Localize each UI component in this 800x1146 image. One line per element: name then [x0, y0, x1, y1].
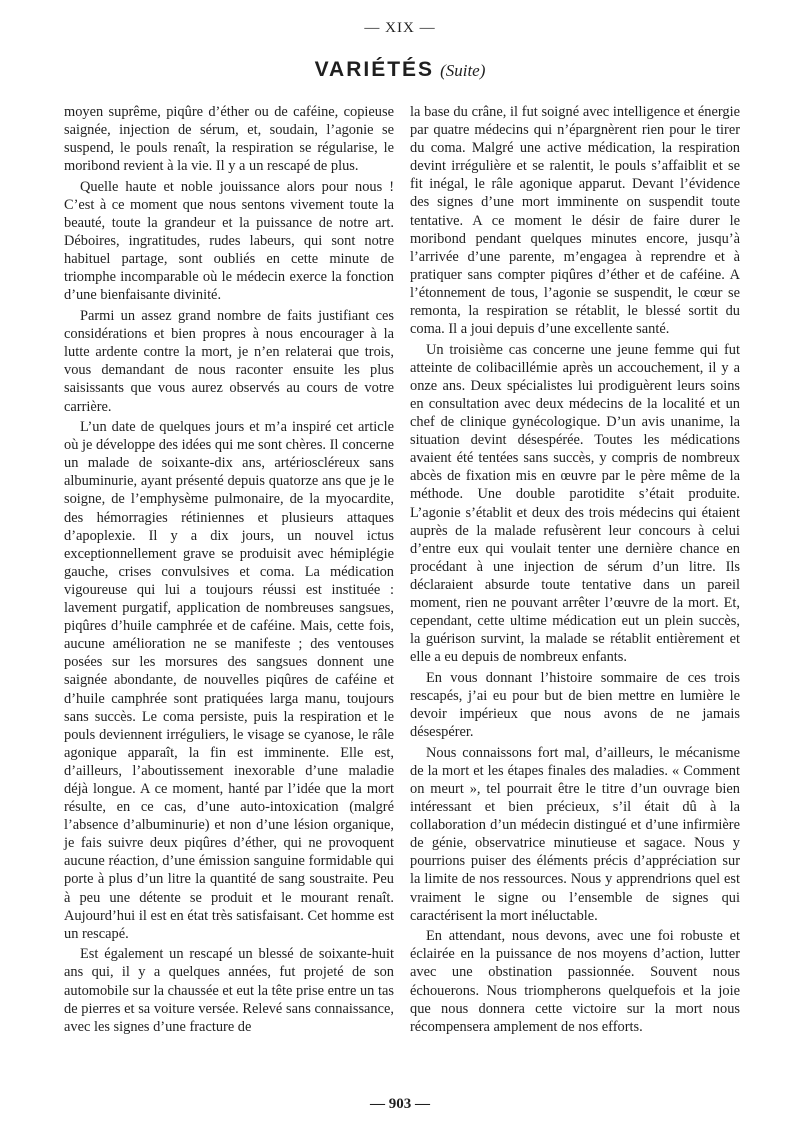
paragraph: Quelle haute et noble jouissance alors pour nous ! C’est à ce moment que nous sentons vivement toute la beauté, toute la grandeur et la puissance de notre art. Déboires, ingratitudes, rudes labeurs, qui sont notre habituel partage, sont oubliés en cette minute de triomphe incomparable où le médecin exerce la fonction d’une bienfaisante divinité.: [64, 178, 394, 304]
section-title: [0, 58, 800, 82]
section-title-suite: (Suite): [440, 61, 486, 80]
roman-page-number: — XIX —: [364, 20, 436, 36]
paragraph: L’un date de quelques jours et m’a inspiré cet article où je développe des idées qui me sont chères. Il concerne un malade de soixante-dix ans, artérioscléreux sans albuminurie, ayant présenté depuis quatorze ans que je le soigne, de l’emphysème pulmonaire, de la myocardite, des hémorragies rétiniennes et plusieurs attaques d’apoplexie. Il y a dix jours, un nouvel ictus exceptionnellement grave se produisit avec hémiplégie gauche, crises convulsives et coma. La médication vigoureuse qui lui a toujours réussi est instituée : lavement purgatif, application de nombreuses sangsues, piqûres d’huile camphrée et de caféine. Mais, cette fois, aucune amélioration ne se manifeste ; des ventouses posées sur les morsures des sangsues donnent une saignée abondante, de nouvelles piqûres de caféine et d’huile camphrée sont pratiquées larga manu, toujours sans succès. Le coma persiste, puis la respiration et le pouls deviennent irréguliers, le visage se cyanose, le râle agonique apparaît, la fin est imminente. Elle est, d’ailleurs, l’aboutissement inexorable d’une maladie déjà longue. A ce moment, hanté par l’idée que la mort résulte, en ce cas, d’une auto-intoxication (malgré l’absence d’albuminurie) et non d’une lésion organique, je fais suivre deux piqûres d’éther, qui ne provoquent aucune réaction, d’une émission sanguine formidable qui porte à plus d’un litre la quantité de sang soustraite. Peu à peu une détente se produit et le mourant renaît. Aujourd’hui il est en état très satisfaisant. Cet homme est un rescapé.: [64, 419, 394, 942]
paragraph: Est également un rescapé un blessé de soixante-huit ans qui, il y a quelques années, fut projeté de son automobile sur la chaussée et eut la tête prise entre un tas de pierres et sa voiture versée. Relevé sans connaissance, avec les signes d’une fracture de: [64, 946, 394, 1035]
section-title-main: VARIÉTÉS: [314, 58, 435, 81]
page-number: — 903 —: [370, 1096, 430, 1112]
paragraph: En vous donnant l’histoire sommaire de ces trois rescapés, j’ai eu pour but de bien mettre en lumière le devoir impérieux que nous avons de ne jamais désespérer.: [410, 669, 740, 741]
paragraph: Parmi un assez grand nombre de faits justifiant ces considérations et bien propres à nous encourager à la lutte ardente contre la mort, je n’en relaterai que trois, vous demandant de nous raconter ensuite les plus saisissants que vous aurez observés au cours de votre carrière.: [64, 308, 394, 415]
left-column: [64, 103, 394, 1036]
paragraph: Un troisième cas concerne une jeune femme qui fut atteinte de colibacillémie après un accouchement, il y a onze ans. Deux spécialistes lui prodiguèrent leurs soins en consultation avec deux médecins de la localité et un chef de clinique gynécologique. D’un avis unanime, la situation devint désespérée. Toutes les médications avaient été tentées sans succès, y compris de nombreux abcès de fixation mis en œuvre par le père même de la méthode. Une double parotidite s’était produite. L’agonie s’établit et deux des trois médecins qui étaient auprès de la malade refusèrent leur concours à celui d’entre eux qui voulait tenter une dernière chance en procédant à une injection de sérum d’un litre. Ils déclaraient absurde toute tentative dans un pareil moment, rien ne pouvant arrêter l’œuvre de la mort. Et, cependant, cette ultime médication eut un plein succès, la guérison survint, la malade se rétablit entièrement et elle a eu depuis de nombreux enfants.: [410, 341, 740, 666]
paragraph: Nous connaissons fort mal, d’ailleurs, le mécanisme de la mort et les étapes finales des maladies. « Comment on meurt », tel pourrait être le titre d’un ouvrage bien intéressant et bien précieux, s’il était dû à la collaboration d’un médecin distingué et d’une infirmière de génie, observatrice minutieuse et sagace. Nous y pourrions puiser des éléments précis d’appréciation sur la limite de nos ressources. Nous y apprendrions quel est vraiment le signe ou l’ensemble de signes qui caractérisent la mort inéluctable.: [410, 744, 740, 924]
paragraph: la base du crâne, il fut soigné avec intelligence et énergie par quatre médecins qui n’épargnèrent rien pour le tirer du coma. Malgré une active médication, la respiration devint irrégulière et se ralentit, le pouls s’affaiblit et se fit inégal, le râle agonique apparut. Devant l’évidence des signes d’une mort imminente on suspendit toute tentative. A ce moment le désir de faire durer le moribond pendant quelques minutes encore, jusqu’à l’arrivée d’une parente, m’engagea à reprendre et à pratiquer sans compter piqûres d’éther et de caféine. A l’étonnement de tous, l’agonie se suspendit, le cœur se remonta, la respiration se rétablit, le blessé sortit du coma. Il a joui depuis d’une excellente santé.: [410, 104, 740, 338]
paragraph: moyen suprême, piqûre d’éther ou de caféine, copieuse saignée, injection de sérum, et, soudain, l’agonie se suspend, le pouls renaît, la respiration se régularise, le moribond revient à la vie. Il y a un rescapé de plus.: [64, 104, 394, 175]
right-column: [410, 103, 740, 1036]
paragraph: En attendant, nous devons, avec une foi robuste et éclairée en la puissance de nos moyens d’action, lutter avec une obstination passionnée. Souvent nous échouerons. Nous triompherons quelquefois et la joie que nous donnera cette victoire sur la mort nous récompensera amplement de nos efforts.: [410, 928, 740, 1035]
